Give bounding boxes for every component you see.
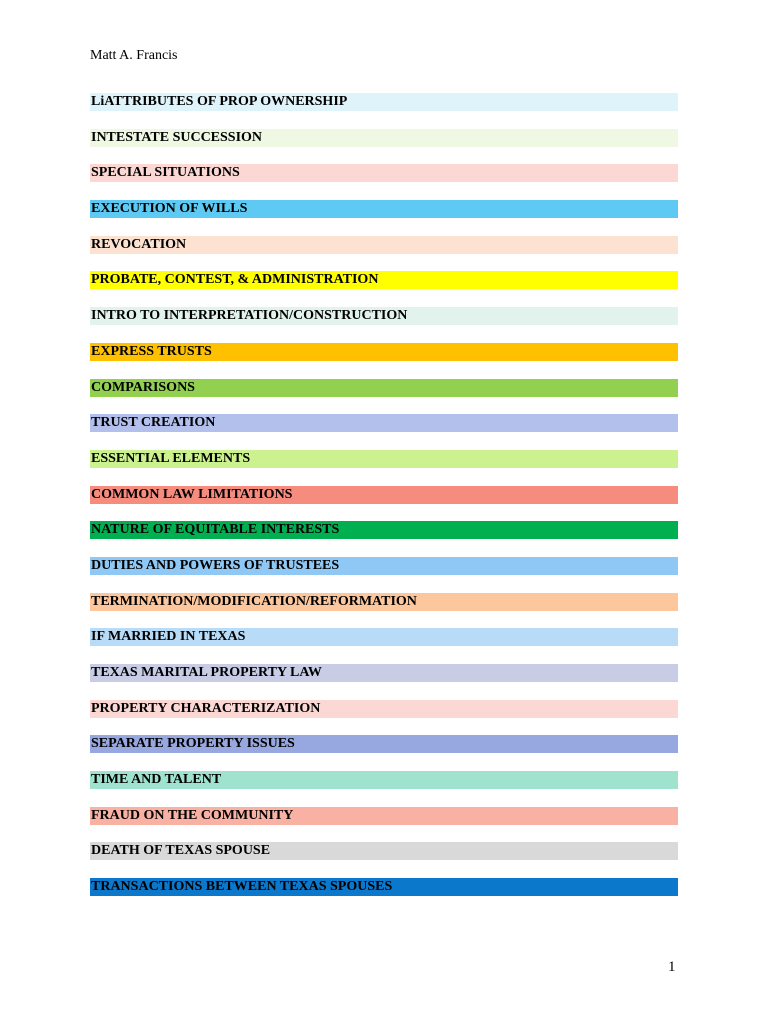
topic-item: TRUST CREATION (90, 414, 678, 432)
topic-item: DUTIES AND POWERS OF TRUSTEES (90, 557, 678, 575)
topic-item: PROBATE, CONTEST, & ADMINISTRATION (90, 271, 678, 289)
topic-item: TERMINATION/MODIFICATION/REFORMATION (90, 593, 678, 611)
topic-item: NATURE OF EQUITABLE INTERESTS (90, 521, 678, 539)
topic-item: REVOCATION (90, 236, 678, 254)
topic-item: EXECUTION OF WILLS (90, 200, 678, 218)
topic-item: TRANSACTIONS BETWEEN TEXAS SPOUSES (90, 878, 678, 896)
topic-item: SPECIAL SITUATIONS (90, 164, 678, 182)
topic-list (90, 93, 678, 914)
topic-item: ESSENTIAL ELEMENTS (90, 450, 678, 468)
topic-item: DEATH OF TEXAS SPOUSE (90, 842, 678, 860)
topic-item: SEPARATE PROPERTY ISSUES (90, 735, 678, 753)
topic-item: TEXAS MARITAL PROPERTY LAW (90, 664, 678, 682)
topic-item: INTRO TO INTERPRETATION/CONSTRUCTION (90, 307, 678, 325)
topic-item: IF MARRIED IN TEXAS (90, 628, 678, 646)
topic-item: TIME AND TALENT (90, 771, 678, 789)
topic-item: INTESTATE SUCCESSION (90, 129, 678, 147)
page-number: 1 (668, 959, 676, 975)
author-name: Matt A. Francis (90, 48, 178, 63)
topic-item: COMPARISONS (90, 379, 678, 397)
topic-item: COMMON LAW LIMITATIONS (90, 486, 678, 504)
topic-item: PROPERTY CHARACTERIZATION (90, 700, 678, 718)
topic-item: EXPRESS TRUSTS (90, 343, 678, 361)
topic-item: LiATTRIBUTES OF PROP OWNERSHIP (90, 93, 678, 111)
topic-item: FRAUD ON THE COMMUNITY (90, 807, 678, 825)
